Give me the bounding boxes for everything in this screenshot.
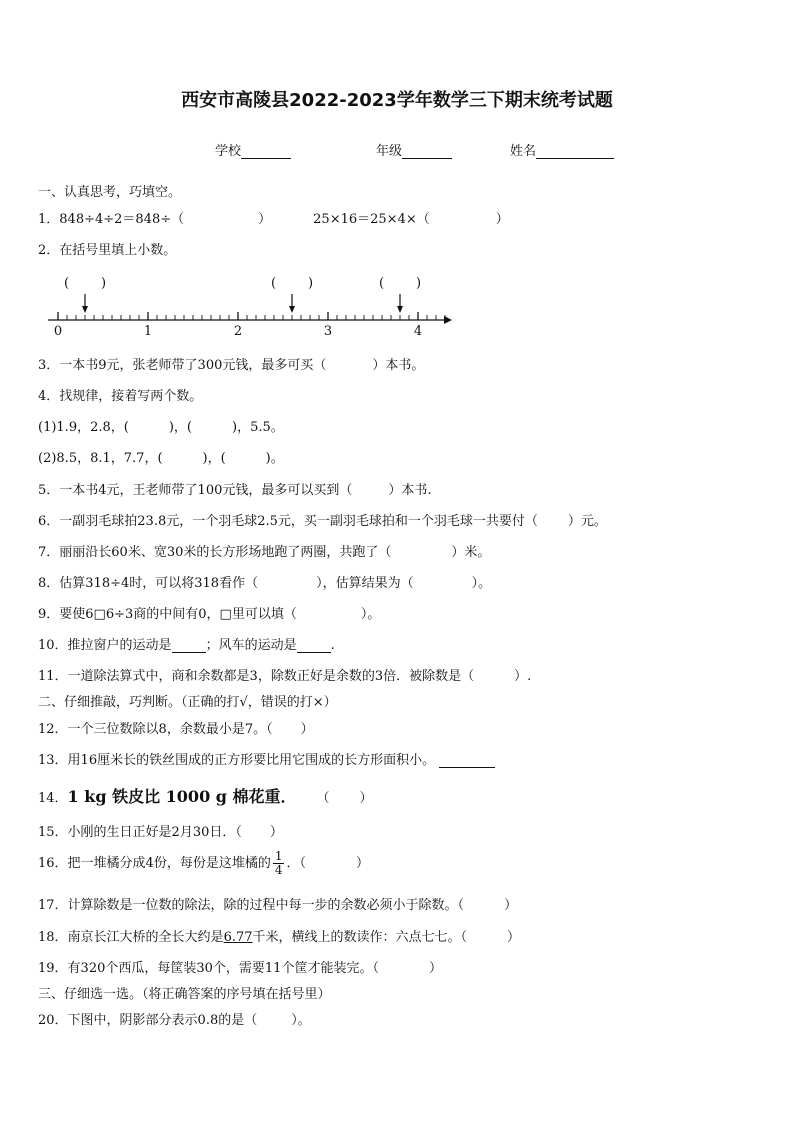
- question-text: ）: [269, 825, 283, 840]
- question-text: 848÷4÷2＝848÷（: [59, 212, 185, 227]
- question-11: [38, 665, 531, 684]
- question-15: [38, 821, 283, 840]
- fraction: [273, 850, 285, 877]
- question-text: 小刚的生日正好是2月30日．（: [67, 825, 242, 840]
- question-text: ）。: [291, 1013, 311, 1028]
- question-text: 一道除法算式中，商和余数都是3，除数正好是余数的3倍．被除数是（: [67, 669, 475, 684]
- question-number: 18．: [38, 930, 68, 945]
- question-4-part-2: [38, 447, 284, 466]
- question-9: [38, 603, 380, 622]
- question-18: [38, 926, 520, 945]
- question-number: 16．: [38, 856, 68, 871]
- answer-paren-open: (: [379, 276, 385, 291]
- grade-label: 年级: [376, 144, 403, 159]
- number-line-labels: [54, 324, 422, 339]
- question-text: 25×16＝25×4×（: [313, 212, 430, 227]
- number-line-ticks: [58, 312, 445, 320]
- question-number: 1．: [38, 212, 60, 227]
- question-text: (1)1.9，2.8，(: [38, 420, 129, 435]
- question-text: 计算除数是一位数的除法，除的过程中每一步的余数必须小于除数。（: [67, 898, 465, 913]
- question-text: 1 kg 铁皮比 1000 g 棉花重．: [67, 787, 297, 806]
- answer-paren-close: ): [101, 276, 107, 291]
- question-text: 一本书9元，张老师带了300元钱，最多可买（: [59, 358, 327, 373]
- name-label: 姓名: [510, 144, 537, 159]
- section-1-heading: 一、认真思考，巧填空。: [38, 185, 182, 200]
- question-3: [38, 354, 424, 373]
- question-text: ）: [258, 212, 272, 227]
- tick-label: 0: [53, 324, 63, 339]
- question-text: (2)8.5，8.1，7.7，(: [38, 451, 163, 466]
- answer-paren-open: (: [271, 276, 277, 291]
- question-text: ）.: [514, 669, 532, 684]
- answer-blank[interactable]: [172, 638, 206, 653]
- question-text: 在括号里填上小数。: [59, 243, 177, 258]
- question-number: 19．: [38, 961, 68, 976]
- question-text: ）元。: [567, 514, 607, 529]
- question-text: ）: [300, 722, 314, 737]
- question-text: 一个三位数除以8，余数最小是7。（: [67, 722, 273, 737]
- answer-blank[interactable]: [439, 753, 495, 768]
- question-text: )，5.5。: [232, 420, 284, 435]
- question-6: [38, 510, 607, 529]
- question-number: 20．: [38, 1013, 68, 1028]
- question-text: ）。: [471, 576, 492, 591]
- question-number: 3．: [38, 358, 60, 373]
- question-text: 找规律，接着写两个数。: [59, 389, 203, 404]
- number-line-figure: [40, 268, 460, 340]
- question-text: ）: [355, 856, 369, 871]
- section-3-heading: 三、仔细选一选。（将正确答案的序号填在括号里）: [38, 987, 331, 1002]
- question-text: 要使6□6÷3商的中间有0，□里可以填（: [59, 607, 297, 622]
- question-number: 11．: [38, 669, 68, 684]
- question-text: 下图中，阴影部分表示0.8的是（: [67, 1013, 258, 1028]
- question-text: .: [330, 638, 335, 653]
- question-text: 千米，横线上的数读作：六点七七。（: [252, 930, 468, 945]
- page-title: 西安市高陵县2022-2023学年数学三下期末统考试题: [181, 90, 613, 111]
- underlined-number: 6.77: [223, 930, 253, 945]
- tick-label: 1: [143, 324, 153, 339]
- answer-blank[interactable]: [297, 638, 331, 653]
- answer-paren-close: ): [416, 276, 422, 291]
- question-2: [38, 239, 176, 258]
- question-text: ）: [495, 212, 509, 227]
- question-5: [38, 479, 432, 498]
- question-text: ）: [504, 898, 518, 913]
- question-text: ）。: [360, 607, 381, 622]
- question-17: [38, 894, 517, 913]
- question-13: [38, 749, 495, 768]
- question-number: 10．: [38, 638, 68, 653]
- number-line-arrowhead: [444, 316, 452, 324]
- question-text: ），估算结果为（: [316, 576, 414, 591]
- question-number: 9．: [38, 607, 60, 622]
- question-number: 13．: [38, 753, 68, 768]
- school-label: 学校: [215, 144, 242, 159]
- tick-label: 4: [413, 324, 423, 339]
- question-text: )。: [265, 451, 284, 466]
- question-text: ）本书。: [372, 358, 425, 373]
- question-12: [38, 718, 314, 737]
- name-blank[interactable]: [536, 144, 614, 159]
- question-7: [38, 541, 490, 560]
- question-number: 12．: [38, 722, 68, 737]
- question-text: 丽丽沿长60米、宽30米的长方形场地跑了两圈，共跑了（: [59, 545, 392, 560]
- tick-label: 3: [323, 324, 333, 339]
- question-14: [38, 784, 373, 807]
- grade-field: [376, 140, 452, 159]
- question-text: 一本书4元，王老师带了100元钱，最多可以买到（: [59, 483, 353, 498]
- question-text: )，(: [202, 451, 226, 466]
- question-text: ）: [359, 791, 373, 806]
- question-number: 15．: [38, 825, 68, 840]
- answer-paren-close: ): [308, 276, 314, 291]
- question-number: 4．: [38, 389, 60, 404]
- question-text: ）: [428, 961, 442, 976]
- question-text: ）本书.: [388, 483, 432, 498]
- tick-label: 2: [233, 324, 243, 339]
- fraction-numerator: 1: [274, 849, 283, 863]
- question-number: 7．: [38, 545, 60, 560]
- question-10: [38, 634, 335, 653]
- question-text: （: [316, 791, 330, 806]
- question-4: [38, 385, 202, 404]
- question-text: ；风车的运动是: [205, 638, 297, 653]
- question-1: [38, 208, 509, 227]
- question-19: [38, 957, 442, 976]
- question-20: [38, 1009, 311, 1028]
- question-number: 6．: [38, 514, 60, 529]
- question-text: 有320个西瓜，每筐装30个，需要11个筐才能装完。（: [67, 961, 379, 976]
- answer-paren-open: (: [64, 276, 70, 291]
- question-number: 5．: [38, 483, 60, 498]
- question-text: 推拉窗户的运动是: [67, 638, 172, 653]
- question-8: [38, 572, 491, 591]
- pointer-arrow-icon: [397, 306, 403, 313]
- question-number: 8．: [38, 576, 60, 591]
- section-2-heading: 二、仔细推敲，巧判断。（正确的打√，错误的打×）: [38, 695, 337, 710]
- fraction-denominator: 4: [274, 863, 283, 877]
- question-text: 一副羽毛球拍23.8元，一个羽毛球2.5元，买一副羽毛球拍和一个羽毛球一共要付（: [59, 514, 538, 529]
- question-number: 2．: [38, 243, 60, 258]
- question-text: 估算318÷4时，可以将318看作（: [59, 576, 259, 591]
- school-field: [215, 140, 291, 159]
- grade-blank[interactable]: [402, 144, 452, 159]
- school-blank[interactable]: [241, 144, 291, 159]
- question-4-part-1: [38, 416, 284, 435]
- question-text: 用16厘米长的铁丝围成的正方形要比用它围成的长方形面积小。: [67, 753, 436, 768]
- question-text: ）: [507, 930, 521, 945]
- question-16: [38, 850, 369, 877]
- question-text: ）米。: [451, 545, 491, 560]
- question-text: 把一堆橘分成4份，每份是这堆橘的: [67, 856, 271, 871]
- question-text: ．（: [286, 856, 306, 871]
- pointer-arrow-icon: [289, 306, 295, 313]
- number-line-arrows: [64, 276, 421, 313]
- question-number: 17．: [38, 898, 68, 913]
- question-text: )，(: [168, 420, 192, 435]
- name-field: [510, 140, 614, 159]
- question-number: 14．: [38, 791, 68, 806]
- question-text: 南京长江大桥的全长大约是: [67, 930, 224, 945]
- pointer-arrow-icon: [82, 306, 88, 313]
